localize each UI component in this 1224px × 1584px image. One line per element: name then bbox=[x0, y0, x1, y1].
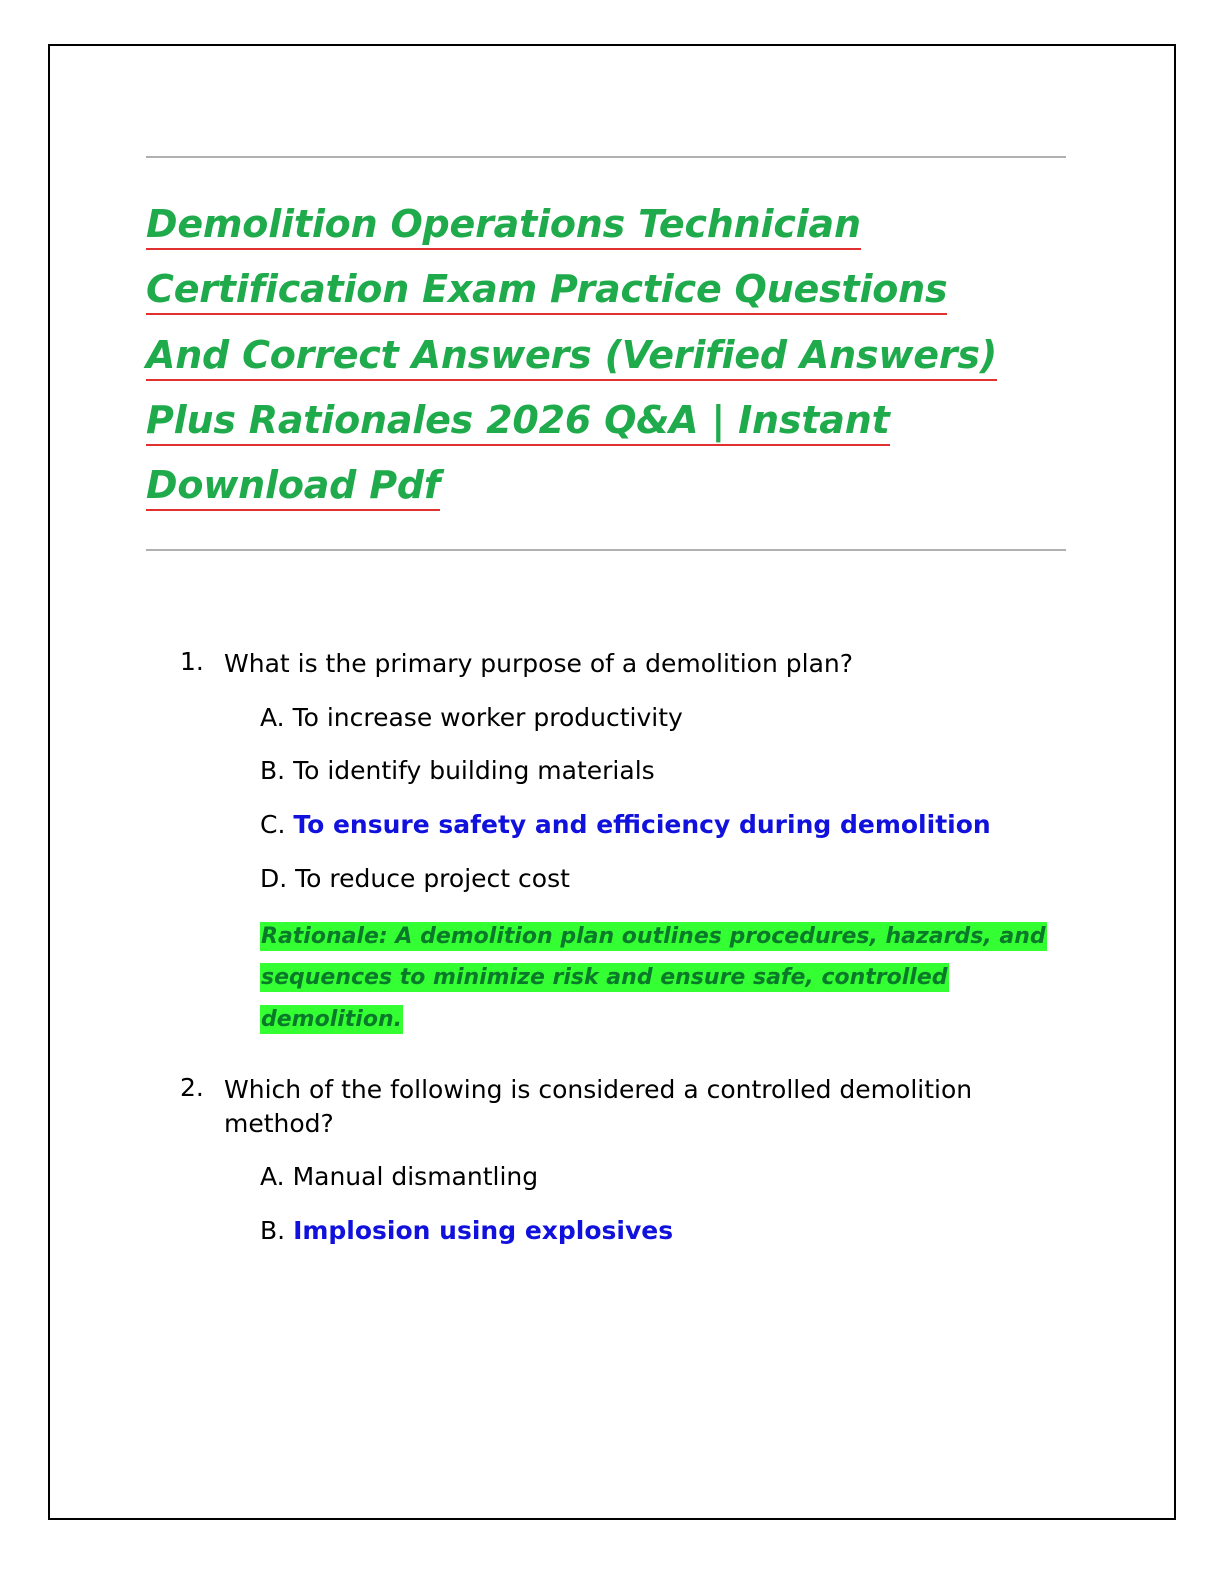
answer-choice[interactable] bbox=[224, 862, 1066, 896]
question-text: What is the primary purpose of a demolition plan? bbox=[224, 648, 854, 678]
title-line bbox=[146, 453, 1066, 518]
title-line-text: Demolition Operations Technician bbox=[146, 202, 861, 250]
choice-letter: D. bbox=[260, 863, 288, 893]
choice-letter: C. bbox=[260, 810, 286, 840]
document-content bbox=[146, 156, 1066, 1254]
question-list bbox=[146, 647, 1066, 1248]
title-line-text: Certification Exam Practice Questions bbox=[146, 267, 947, 315]
title-line bbox=[146, 388, 1066, 453]
choice-letter: B. bbox=[260, 756, 286, 786]
title-line bbox=[146, 257, 1066, 322]
question-number: 2. bbox=[180, 1072, 204, 1102]
rationale bbox=[224, 916, 1066, 1041]
choice-text: To ensure safety and efficiency during demolition bbox=[293, 810, 991, 840]
answer-choice-correct[interactable] bbox=[224, 1214, 1066, 1248]
choice-letter: B. bbox=[260, 1216, 286, 1246]
rationale-line: Rationale: A demolition plan outlines procedures, hazards, and bbox=[261, 923, 1046, 949]
question-spacer bbox=[146, 1047, 1066, 1073]
title-line bbox=[146, 323, 1066, 388]
rationale-line: sequences to minimize risk and ensure safe, controlled demolition. bbox=[261, 965, 948, 1033]
document-page bbox=[48, 44, 1176, 1520]
choice-letter: A. bbox=[260, 1162, 285, 1192]
title-line-text: Download Pdf bbox=[146, 463, 440, 511]
answer-choice[interactable] bbox=[224, 754, 1066, 788]
choice-text: Manual dismantling bbox=[292, 1162, 539, 1192]
choice-text: To identify building materials bbox=[293, 756, 655, 786]
title-bottom-rule bbox=[146, 549, 1066, 551]
answer-choice-correct[interactable] bbox=[224, 808, 1066, 842]
choice-letter: A. bbox=[260, 702, 285, 732]
choice-text: Implosion using explosives bbox=[293, 1216, 674, 1246]
title-line bbox=[146, 192, 1066, 257]
question-number: 1. bbox=[180, 646, 204, 676]
document-title bbox=[146, 158, 1066, 549]
question-item bbox=[146, 1073, 1066, 1248]
question-item bbox=[146, 647, 1066, 1041]
title-line-text: And Correct Answers (Verified Answers) bbox=[146, 333, 997, 381]
answer-choice[interactable] bbox=[224, 701, 1066, 735]
title-line-text: Plus Rationales 2026 Q&A | Instant bbox=[146, 398, 890, 446]
choice-text: To reduce project cost bbox=[295, 863, 570, 893]
question-text: Which of the following is considered a controlled demolition method? bbox=[224, 1074, 973, 1138]
choice-text: To increase worker productivity bbox=[292, 702, 683, 732]
answer-choice[interactable] bbox=[224, 1160, 1066, 1194]
